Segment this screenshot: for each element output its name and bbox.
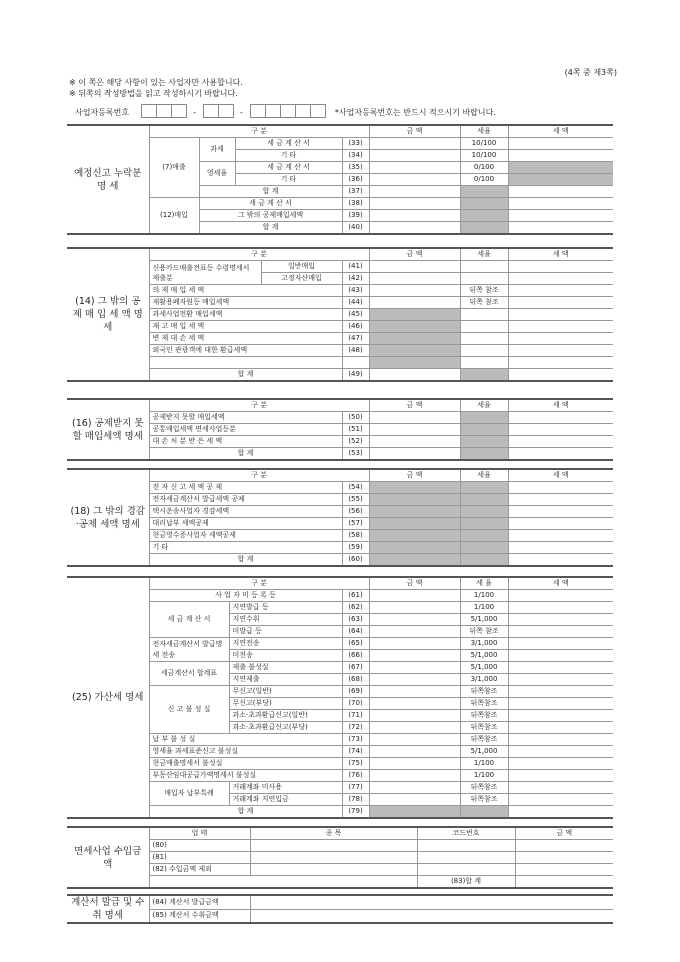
tax-input[interactable]	[508, 321, 613, 333]
amount-input[interactable]	[369, 782, 460, 794]
tax-input[interactable]	[508, 626, 613, 638]
amount-input[interactable]	[369, 698, 460, 710]
tax-input[interactable]	[508, 210, 613, 222]
amount-input[interactable]	[250, 909, 613, 923]
tax-input[interactable]	[508, 674, 613, 686]
amount-input[interactable]	[515, 864, 613, 876]
business-number-note: *사업자등록번호는 반드시 적으시기 바랍니다.	[334, 107, 496, 117]
business-number-row: 사업자등록번호 - - *사업자등록번호는 반드시 적으시기 바랍니다.	[75, 104, 496, 120]
tax-input[interactable]	[508, 506, 613, 518]
notice-1: ※ 이 쪽은 해당 사항이 있는 사업자만 사용합니다.	[69, 78, 243, 87]
business-number-part3[interactable]	[250, 104, 325, 120]
amount-input[interactable]	[369, 150, 460, 162]
code-input[interactable]	[417, 864, 515, 876]
amount-input[interactable]	[369, 650, 460, 662]
code-input[interactable]	[417, 852, 515, 864]
amount-input[interactable]	[369, 261, 460, 273]
section-title: 계산서 발급 및 수취 명세	[67, 895, 149, 923]
amount-input[interactable]	[369, 746, 460, 758]
section-title: (14) 그 밖의 공 제 매 입 세 액 명 세	[67, 248, 149, 381]
tax-input[interactable]	[508, 198, 613, 210]
tax-input[interactable]	[508, 554, 613, 567]
total-input[interactable]	[515, 876, 613, 889]
section-exempt-income: 면세사업 수입금액 업 태 종 목 코드번호 금 액 (80) (81) (82) 수입금액 제외 (83)합 계	[67, 826, 613, 889]
section-non-deductible: (16) 공제받지 못할 매입세액 명세 구 분 금 액 세율 세 액 공제받지 못할 매입세액 (50) 공통매입세액 면세사업등분 (51) 대 손 처 분 받 은 세 액 (52) 합 계 (53)	[67, 398, 613, 461]
tax-input[interactable]	[508, 186, 613, 198]
section-title: 예정신고 누락분 명 세	[67, 125, 149, 234]
tax-input[interactable]	[508, 662, 613, 674]
amount-input[interactable]	[369, 210, 460, 222]
business-number-label: 사업자등록번호	[75, 107, 130, 117]
tax-input[interactable]	[508, 494, 613, 506]
tax-input[interactable]	[508, 369, 613, 382]
tax-input[interactable]	[508, 758, 613, 770]
business-number-part2[interactable]	[203, 104, 233, 120]
tax-input[interactable]	[508, 261, 613, 273]
tax-input[interactable]	[508, 542, 613, 554]
amount-input[interactable]	[369, 436, 460, 448]
tax-input[interactable]	[508, 770, 613, 782]
amount-input[interactable]	[369, 734, 460, 746]
tax-input[interactable]	[508, 424, 613, 436]
section-title: (18) 그 밖의 경감·공제 세액 명세	[67, 469, 149, 566]
amount-input[interactable]	[369, 424, 460, 436]
tax-input[interactable]	[508, 309, 613, 321]
amount-input[interactable]	[369, 174, 460, 186]
amount-input[interactable]	[369, 448, 460, 461]
tax-input[interactable]	[508, 436, 613, 448]
tax-input[interactable]	[508, 448, 613, 461]
amount-input[interactable]	[369, 222, 460, 235]
notice-2: ※ 뒤쪽의 작성방법을 읽고 작성하시기 바랍니다.	[69, 89, 238, 98]
amount-input[interactable]	[369, 273, 460, 285]
tax-input[interactable]	[508, 686, 613, 698]
amount-input[interactable]	[369, 770, 460, 782]
tax-input[interactable]	[508, 794, 613, 806]
amount-input[interactable]	[369, 794, 460, 806]
tax-input[interactable]	[508, 297, 613, 309]
amount-input[interactable]	[369, 162, 460, 174]
code-input[interactable]	[417, 840, 515, 852]
section-other-reduction: (18) 그 밖의 경감·공제 세액 명세 구 분 금 액 세율 세 액 전 자 신 고 세 액 공 제 (54) 전자세금계산서 발급세액 공제 (55) 택시운송사업자 경감세액 (56) 대리납부 세액공제 (57) 현금영수증사업자 세액공제 (58) 기 타 (59) 합 계 (60)	[67, 468, 613, 567]
item-input[interactable]	[250, 852, 417, 864]
section-penalty: (25) 가산세 명세 구 분 금 액 세 율 세 액 사 업 자 미 등 록 등 (61) 1/100 세 금 계 산 서 지연발급 등 (62) 1/100 지연수취 (63) 5/1,000 미발급 등 (64) 뒤쪽 참조 전자세금계산서 발급명세 전송 지연전송 (65) 3/1,000 미전송 (66) 5/1,000 세금계산서 합계표 제출 불성실 (67) 5/1,000 지연제출 (68) 3/1,000 신 고 불 성 실 무신고(일반) (69) 뒤쪽참조 무신고(부당) (70) 뒤쪽참조 과소·초과환급신고(일반) (71) 뒤쪽참조 과소·초과환급신고(부당) (72) 뒤쪽참조 납 부 불 성 실 (73) 뒤쪽참조 영세율 과세표준신고 불성실 (74) 5/1,000 현금매출명세서 불성실 (75) 1/100 부동산임대공급가액명세서 불성실 (76) 1/100 매입자 납부특례 거래계좌 미사용 (77) 뒤쪽참조 거래계좌 지연입금 (78) 뒤쪽참조 합 계 (79)	[67, 576, 613, 819]
tax-input[interactable]	[508, 722, 613, 734]
tax-input[interactable]	[508, 138, 613, 150]
tax-input[interactable]	[508, 638, 613, 650]
tax-input[interactable]	[508, 333, 613, 345]
tax-input[interactable]	[508, 650, 613, 662]
amount-input[interactable]	[369, 758, 460, 770]
section-title: (25) 가산세 명세	[67, 577, 149, 818]
tax-input[interactable]	[508, 590, 613, 602]
tax-input[interactable]	[508, 150, 613, 162]
page-indicator: (4쪽 중 제3쪽)	[564, 68, 617, 77]
amount-input[interactable]	[369, 602, 460, 614]
amount-input[interactable]	[369, 662, 460, 674]
section-invoice-issue: 계산서 발급 및 수취 명세 (84) 계산서 발급금액 (85) 계산서 수취금액	[67, 894, 613, 924]
amount-input[interactable]	[515, 852, 613, 864]
amount-input[interactable]	[369, 674, 460, 686]
amount-input[interactable]	[250, 895, 613, 909]
amount-input[interactable]	[369, 614, 460, 626]
amount-input[interactable]	[515, 840, 613, 852]
amount-input[interactable]	[369, 590, 460, 602]
item-input[interactable]	[250, 864, 417, 876]
amount-input[interactable]	[369, 297, 460, 309]
amount-input[interactable]	[369, 186, 460, 198]
tax-input[interactable]	[508, 345, 613, 357]
tax-input[interactable]	[508, 746, 613, 758]
tax-input[interactable]	[508, 412, 613, 424]
section-title: (16) 공제받지 못할 매입세액 명세	[67, 399, 149, 460]
tax-input[interactable]	[508, 530, 613, 542]
tax-input[interactable]	[508, 710, 613, 722]
tax-input[interactable]	[508, 782, 613, 794]
tax-input[interactable]	[508, 482, 613, 494]
amount-input[interactable]	[369, 686, 460, 698]
amount-input[interactable]	[369, 138, 460, 150]
item-input[interactable]	[250, 840, 417, 852]
tax-input[interactable]	[508, 614, 613, 626]
amount-input[interactable]	[369, 198, 460, 210]
section-other-deductible: (14) 그 밖의 공 제 매 입 세 액 명 세 구 분 금 액 세율 세 액 신용카드매출전표등 수령명세서 제출분 일반매입 (41) 고정자산매입 (42) 의 제 매 입 세 액 (43) 뒤쪽 참조 재활용폐자원등 매입세액 (44) 뒤쪽 참조 과세사업전환 매입세액 (45) 재 고 매 입 세 액 (46) 변 제 대 손 세 액 (47) 외국인 관광객에 대한 환급세액 (48) 합 계 (49)	[67, 247, 613, 382]
section-unreported-prelim: 예정신고 누락분 명 세 구 분 금 액 세율 세 액 (7)매출 과세 세 금 계 산 서 (33) 10/100 기 타 (34) 10/100 영세율 세 금 계 산 서 (35) 0/100 기 타 (36) 0/100 합 계 (37) (12)매입 세 금 계 산 서 (38) 그 밖의 공제매입세액 (39) 합 계 (40)	[67, 124, 613, 235]
tax-input[interactable]	[508, 734, 613, 746]
amount-input[interactable]	[369, 638, 460, 650]
section-title: 면세사업 수입금액	[67, 827, 149, 888]
amount-input[interactable]	[369, 710, 460, 722]
amount-input[interactable]	[369, 285, 460, 297]
amount-input[interactable]	[369, 626, 460, 638]
tax-input[interactable]	[508, 273, 613, 285]
amount-input[interactable]	[369, 412, 460, 424]
tax-input[interactable]	[508, 285, 613, 297]
amount-input[interactable]	[369, 369, 460, 382]
tax-input[interactable]	[508, 698, 613, 710]
tax-input[interactable]	[508, 602, 613, 614]
tax-input[interactable]	[508, 222, 613, 235]
amount-input[interactable]	[369, 722, 460, 734]
tax-input[interactable]	[508, 806, 613, 819]
tax-input[interactable]	[508, 518, 613, 530]
business-number-part1[interactable]	[141, 104, 186, 120]
